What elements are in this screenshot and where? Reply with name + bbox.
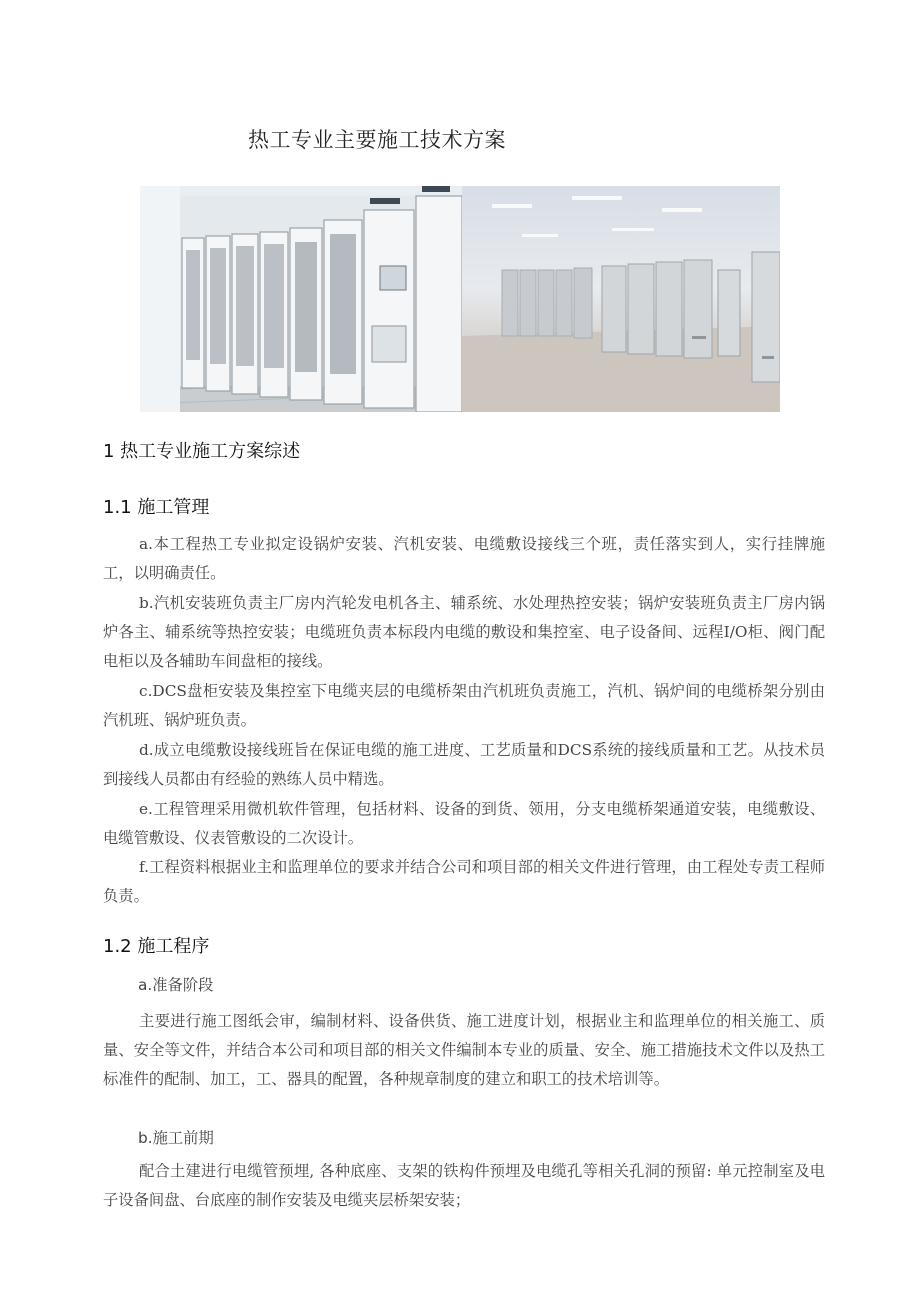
paragraph-item-e: e.工程管理采用微机软件管理，包括材料、设备的到货、领用，分支电缆桥架通道安装，电缆敷设、电缆管敷设、仪表管敷设的二次设计。 bbox=[103, 800, 825, 847]
stage-a-paragraph: 主要进行施工图纸会审，编制材料、设备供货、施工进度计划，根据业主和监理单位的相关施工、质量、安全等文件，并结合本公司和项目部的相关文件编制本专业的质量、安全、施工措施技术文件以及热工标准件的配制、加工，工、器具的配置，各种规章制度的建立和职工的技术培训等。 bbox=[103, 1012, 825, 1088]
control-cabinets-illustration bbox=[140, 186, 462, 412]
equipment-room-illustration bbox=[462, 186, 780, 412]
photo-strip bbox=[140, 186, 780, 412]
section-1-2-heading: 1.2 施工程序 bbox=[103, 936, 210, 957]
paragraph-item-a: a.本工程热工专业拟定设锅炉安装、汽机安装、电缆敷设接线三个班，责任落实到人，实行挂牌施工，以明确责任。 bbox=[103, 535, 825, 582]
stage-b-label: b.施工前期 bbox=[138, 1129, 214, 1147]
paragraph-item-c: c.DCS盘柜安装及集控室下电缆夹层的电缆桥架由汽机班负责施工，汽机、锅炉间的电缆桥架分别由汽机班、锅炉班负责。 bbox=[103, 682, 825, 729]
section-1-1-heading: 1.1 施工管理 bbox=[103, 497, 210, 518]
section-1-heading: 1 热工专业施工方案综述 bbox=[103, 441, 301, 462]
stage-b-paragraph: 配合土建进行电缆管预埋, 各种底座、支架的铁构件预埋及电缆孔等相关孔洞的预留: 单元控制室及电子设备间盘、台底座的制作安装及电缆夹层桥架安装； bbox=[103, 1162, 825, 1209]
document-title: 热工专业主要施工技术方案 bbox=[248, 128, 506, 152]
equipment-room-photo bbox=[462, 186, 780, 412]
paragraph-item-b: b.汽机安装班负责主厂房内汽轮发电机各主、辅系统、水处理热控安装；锅炉安装班负责主厂房内锅炉各主、辅系统等热控安装；电缆班负责本标段内电缆的敷设和集控室、电子设备间、远程I/O柜、阀门配电柜以及各辅助车间盘柜的接线。 bbox=[103, 594, 825, 670]
stage-a-label: a.准备阶段 bbox=[138, 976, 214, 994]
control-cabinets-photo bbox=[140, 186, 462, 412]
paragraph-item-f: f.工程资料根据业主和监理单位的要求并结合公司和项目部的相关文件进行管理，由工程处专责工程师负责。 bbox=[103, 858, 825, 905]
paragraph-item-d: d.成立电缆敷设接线班旨在保证电缆的施工进度、工艺质量和DCS系统的接线质量和工艺。从技术员到接线人员都由有经验的熟练人员中精选。 bbox=[103, 741, 825, 788]
